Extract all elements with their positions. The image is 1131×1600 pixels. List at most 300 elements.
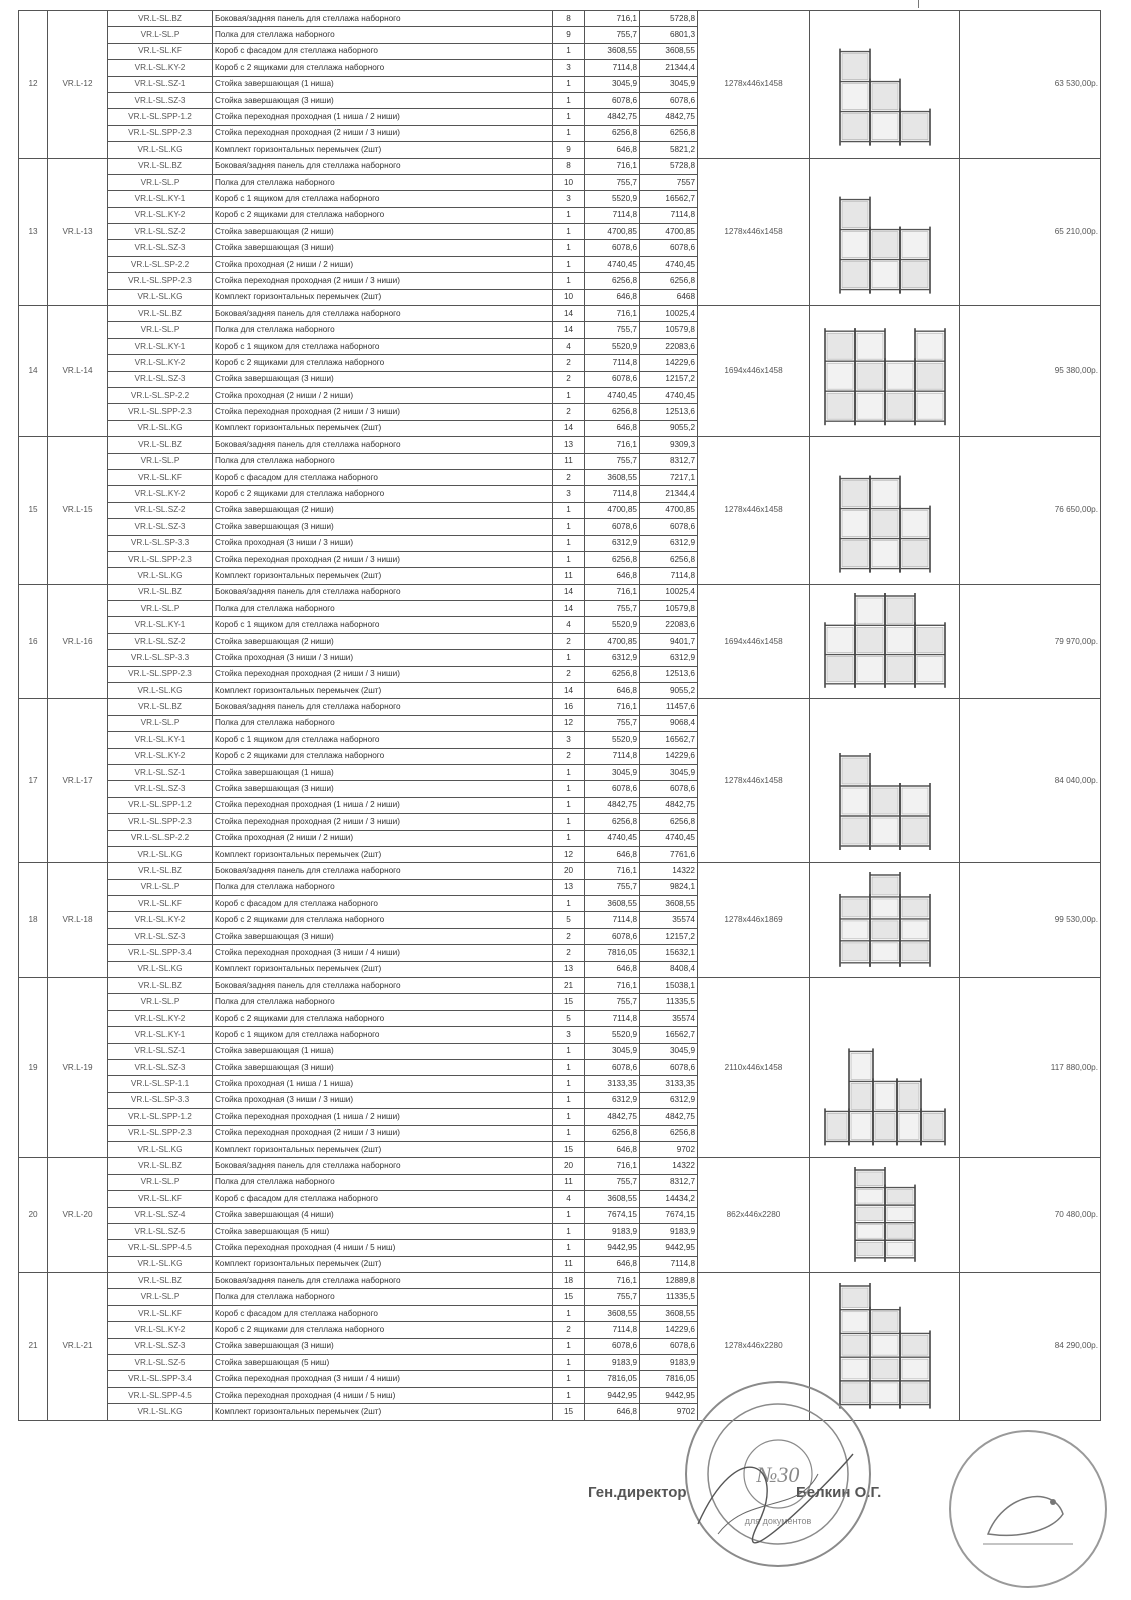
part-article: VR.L-SL.P bbox=[108, 1174, 213, 1190]
part-price: 4700,85 bbox=[585, 502, 640, 518]
part-article: VR.L-SL.KY-1 bbox=[108, 1027, 213, 1043]
part-qty: 1 bbox=[553, 387, 585, 403]
part-price: 3045,9 bbox=[585, 76, 640, 92]
shelf-illustration bbox=[810, 1158, 960, 1273]
part-sum: 14229,6 bbox=[640, 355, 698, 371]
shelf-illustration bbox=[810, 158, 960, 306]
part-name: Стойка переходная проходная (2 ниши / 3 ниши) bbox=[213, 1125, 553, 1141]
shelf-illustration bbox=[810, 437, 960, 585]
part-price: 716,1 bbox=[585, 584, 640, 600]
part-qty: 3 bbox=[553, 60, 585, 76]
part-sum: 7557 bbox=[640, 174, 698, 190]
part-article: VR.L-SL.KG bbox=[108, 1141, 213, 1157]
part-name: Стойка завершающая (1 ниша) bbox=[213, 764, 553, 780]
part-article: VR.L-SL.KF bbox=[108, 1305, 213, 1321]
part-article: VR.L-SL.SZ-1 bbox=[108, 764, 213, 780]
item-total-price: 95 380,00р. bbox=[960, 306, 1101, 437]
item-number: 19 bbox=[19, 978, 48, 1158]
part-name: Полка для стеллажа наборного bbox=[213, 27, 553, 43]
part-qty: 1 bbox=[553, 519, 585, 535]
part-name: Стойка переходная проходная (2 ниши / 3 ниши) bbox=[213, 273, 553, 289]
part-qty: 2 bbox=[553, 633, 585, 649]
part-price: 5520,9 bbox=[585, 338, 640, 354]
spec-table-body bbox=[19, 11, 1101, 1421]
part-name: Комплект горизонтальных перемычек (2шт) bbox=[213, 289, 553, 305]
part-name: Короб с фасадом для стеллажа наборного bbox=[213, 43, 553, 59]
item-total-price: 79 970,00р. bbox=[960, 584, 1101, 699]
part-name: Полка для стеллажа наборного bbox=[213, 1174, 553, 1190]
part-price: 755,7 bbox=[585, 453, 640, 469]
part-sum: 4740,45 bbox=[640, 830, 698, 846]
part-price: 6078,6 bbox=[585, 928, 640, 944]
shelf-drawing bbox=[815, 704, 955, 852]
part-qty: 15 bbox=[553, 1404, 585, 1420]
part-article: VR.L-SL.BZ bbox=[108, 11, 213, 27]
part-article: VR.L-SL.KG bbox=[108, 1256, 213, 1272]
part-qty: 2 bbox=[553, 355, 585, 371]
part-name: Короб с 2 ящиками для стеллажа наборного bbox=[213, 748, 553, 764]
part-article: VR.L-SL.SZ-1 bbox=[108, 76, 213, 92]
part-qty: 2 bbox=[553, 469, 585, 485]
part-name: Комплект горизонтальных перемычек (2шт) bbox=[213, 142, 553, 158]
part-sum: 9824,1 bbox=[640, 879, 698, 895]
item-code: VR.L-17 bbox=[48, 699, 108, 863]
part-article: VR.L-SL.SPP-4.5 bbox=[108, 1240, 213, 1256]
shelf-drawing bbox=[815, 867, 955, 969]
part-article: VR.L-SL.KY-1 bbox=[108, 732, 213, 748]
part-qty: 1 bbox=[553, 896, 585, 912]
part-name: Комплект горизонтальных перемычек (2шт) bbox=[213, 420, 553, 436]
part-article: VR.L-SL.SPP-1.2 bbox=[108, 797, 213, 813]
part-price: 5520,9 bbox=[585, 617, 640, 633]
part-article: VR.L-SL.SZ-5 bbox=[108, 1355, 213, 1371]
item-dimensions: 1694x446x1458 bbox=[698, 306, 810, 437]
part-name: Стойка переходная проходная (4 ниши / 5 ниш) bbox=[213, 1240, 553, 1256]
part-price: 646,8 bbox=[585, 142, 640, 158]
part-sum: 8312,7 bbox=[640, 453, 698, 469]
part-price: 646,8 bbox=[585, 568, 640, 584]
part-qty: 2 bbox=[553, 666, 585, 682]
part-price: 6256,8 bbox=[585, 551, 640, 567]
part-sum: 6078,6 bbox=[640, 240, 698, 256]
part-sum: 10579,8 bbox=[640, 601, 698, 617]
part-price: 7114,8 bbox=[585, 60, 640, 76]
item-number: 18 bbox=[19, 863, 48, 978]
part-name: Стойка проходная (2 ниши / 2 ниши) bbox=[213, 830, 553, 846]
item-dimensions: 1278x446x1458 bbox=[698, 158, 810, 306]
director-title: Ген.директор bbox=[588, 1484, 687, 1501]
part-name: Короб с 2 ящиками для стеллажа наборного bbox=[213, 912, 553, 928]
shelf-illustration bbox=[810, 863, 960, 978]
part-sum: 22083,6 bbox=[640, 338, 698, 354]
part-name: Боковая/задняя панель для стеллажа наборного bbox=[213, 11, 553, 27]
part-sum: 7114,8 bbox=[640, 568, 698, 584]
part-name: Стойка завершающая (1 ниша) bbox=[213, 76, 553, 92]
part-sum: 9702 bbox=[640, 1141, 698, 1157]
part-price: 646,8 bbox=[585, 420, 640, 436]
part-qty: 13 bbox=[553, 879, 585, 895]
part-qty: 1 bbox=[553, 256, 585, 272]
part-sum: 35574 bbox=[640, 1010, 698, 1026]
part-qty: 14 bbox=[553, 420, 585, 436]
part-qty: 1 bbox=[553, 1109, 585, 1125]
part-price: 6256,8 bbox=[585, 404, 640, 420]
item-total-price: 117 880,00р. bbox=[960, 978, 1101, 1158]
part-name: Короб с фасадом для стеллажа наборного bbox=[213, 469, 553, 485]
table-row bbox=[19, 1158, 1101, 1174]
table-row bbox=[19, 584, 1101, 600]
part-price: 716,1 bbox=[585, 699, 640, 715]
part-qty: 1 bbox=[553, 224, 585, 240]
part-sum: 6078,6 bbox=[640, 1338, 698, 1354]
part-name: Стойка переходная проходная (1 ниша / 2 ниши) bbox=[213, 109, 553, 125]
bird-seal bbox=[943, 1424, 1113, 1594]
part-article: VR.L-SL.SZ-1 bbox=[108, 1043, 213, 1059]
part-qty: 1 bbox=[553, 1076, 585, 1092]
part-article: VR.L-SL.KG bbox=[108, 683, 213, 699]
part-name: Полка для стеллажа наборного bbox=[213, 453, 553, 469]
part-name: Короб с 1 ящиком для стеллажа наборного bbox=[213, 732, 553, 748]
part-name: Полка для стеллажа наборного bbox=[213, 1289, 553, 1305]
shelf-drawing bbox=[815, 310, 955, 427]
part-price: 3133,35 bbox=[585, 1076, 640, 1092]
part-sum: 12889,8 bbox=[640, 1273, 698, 1289]
signature-block bbox=[588, 1444, 1128, 1594]
item-dimensions: 1694x446x1458 bbox=[698, 584, 810, 699]
shelf-drawing bbox=[815, 442, 955, 575]
part-sum: 4700,85 bbox=[640, 224, 698, 240]
part-name: Короб с 1 ящиком для стеллажа наборного bbox=[213, 1027, 553, 1043]
part-qty: 14 bbox=[553, 584, 585, 600]
part-price: 6256,8 bbox=[585, 273, 640, 289]
part-article: VR.L-SL.SPP-2.3 bbox=[108, 1125, 213, 1141]
part-sum: 21344,4 bbox=[640, 486, 698, 502]
table-row bbox=[19, 699, 1101, 715]
part-article: VR.L-SL.SPP-2.3 bbox=[108, 666, 213, 682]
part-qty: 2 bbox=[553, 404, 585, 420]
part-qty: 1 bbox=[553, 830, 585, 846]
part-name: Боковая/задняя панель для стеллажа наборного bbox=[213, 437, 553, 453]
part-sum: 16562,7 bbox=[640, 191, 698, 207]
part-price: 6078,6 bbox=[585, 781, 640, 797]
part-price: 716,1 bbox=[585, 1273, 640, 1289]
part-sum: 3133,35 bbox=[640, 1076, 698, 1092]
part-name: Стойка завершающая (3 ниши) bbox=[213, 1338, 553, 1354]
part-price: 7114,8 bbox=[585, 1010, 640, 1026]
part-article: VR.L-SL.KY-1 bbox=[108, 191, 213, 207]
part-price: 646,8 bbox=[585, 289, 640, 305]
shelf-illustration bbox=[810, 978, 960, 1158]
part-sum: 7114,8 bbox=[640, 207, 698, 223]
part-qty: 1 bbox=[553, 1387, 585, 1403]
part-article: VR.L-SL.KY-2 bbox=[108, 912, 213, 928]
table-row bbox=[19, 1273, 1101, 1289]
part-price: 755,7 bbox=[585, 1289, 640, 1305]
part-sum: 22083,6 bbox=[640, 617, 698, 633]
shelf-illustration bbox=[810, 584, 960, 699]
part-price: 9442,95 bbox=[585, 1387, 640, 1403]
part-qty: 11 bbox=[553, 1256, 585, 1272]
part-sum: 7217,1 bbox=[640, 469, 698, 485]
part-sum: 6078,6 bbox=[640, 1060, 698, 1076]
spec-sheet bbox=[18, 10, 1100, 1421]
part-name: Стойка переходная проходная (2 ниши / 3 ниши) bbox=[213, 666, 553, 682]
part-sum: 12157,2 bbox=[640, 371, 698, 387]
part-sum: 3608,55 bbox=[640, 1305, 698, 1321]
company-stamp bbox=[678, 1374, 878, 1574]
item-dimensions: 1278x446x2280 bbox=[698, 1273, 810, 1421]
part-price: 5520,9 bbox=[585, 1027, 640, 1043]
part-article: VR.L-SL.KY-2 bbox=[108, 748, 213, 764]
part-article: VR.L-SL.SP-3.3 bbox=[108, 650, 213, 666]
part-name: Стойка завершающая (3 ниши) bbox=[213, 781, 553, 797]
part-name: Боковая/задняя панель для стеллажа наборного bbox=[213, 699, 553, 715]
part-qty: 21 bbox=[553, 978, 585, 994]
part-name: Стойка завершающая (5 ниш) bbox=[213, 1355, 553, 1371]
part-name: Стойка завершающая (4 ниши) bbox=[213, 1207, 553, 1223]
part-price: 6256,8 bbox=[585, 814, 640, 830]
part-price: 7114,8 bbox=[585, 748, 640, 764]
part-price: 4842,75 bbox=[585, 797, 640, 813]
part-sum: 3045,9 bbox=[640, 76, 698, 92]
part-price: 3608,55 bbox=[585, 1191, 640, 1207]
part-article: VR.L-SL.SZ-3 bbox=[108, 371, 213, 387]
part-article: VR.L-SL.P bbox=[108, 601, 213, 617]
part-qty: 1 bbox=[553, 781, 585, 797]
part-qty: 1 bbox=[553, 1060, 585, 1076]
part-qty: 13 bbox=[553, 961, 585, 977]
part-price: 4700,85 bbox=[585, 633, 640, 649]
part-price: 4842,75 bbox=[585, 1109, 640, 1125]
part-sum: 35574 bbox=[640, 912, 698, 928]
item-code: VR.L-14 bbox=[48, 306, 108, 437]
part-name: Стойка завершающая (3 ниши) bbox=[213, 928, 553, 944]
part-name: Короб с фасадом для стеллажа наборного bbox=[213, 896, 553, 912]
part-name: Полка для стеллажа наборного bbox=[213, 601, 553, 617]
part-qty: 18 bbox=[553, 1273, 585, 1289]
part-sum: 4842,75 bbox=[640, 1109, 698, 1125]
item-total-price: 99 530,00р. bbox=[960, 863, 1101, 978]
part-price: 3608,55 bbox=[585, 1305, 640, 1321]
item-total-price: 84 290,00р. bbox=[960, 1273, 1101, 1421]
part-name: Боковая/задняя панель для стеллажа наборного bbox=[213, 978, 553, 994]
part-price: 716,1 bbox=[585, 437, 640, 453]
part-qty: 2 bbox=[553, 928, 585, 944]
part-price: 6256,8 bbox=[585, 125, 640, 141]
part-price: 755,7 bbox=[585, 601, 640, 617]
part-name: Стойка проходная (3 ниши / 3 ниши) bbox=[213, 535, 553, 551]
top-edge-mark bbox=[918, 0, 919, 8]
part-article: VR.L-SL.P bbox=[108, 453, 213, 469]
part-qty: 20 bbox=[553, 863, 585, 879]
part-article: VR.L-SL.KF bbox=[108, 1191, 213, 1207]
part-article: VR.L-SL.SPP-2.3 bbox=[108, 551, 213, 567]
part-article: VR.L-SL.BZ bbox=[108, 1273, 213, 1289]
table-row bbox=[19, 978, 1101, 994]
part-sum: 15038,1 bbox=[640, 978, 698, 994]
part-price: 3045,9 bbox=[585, 764, 640, 780]
part-qty: 9 bbox=[553, 27, 585, 43]
item-number: 14 bbox=[19, 306, 48, 437]
part-price: 7114,8 bbox=[585, 355, 640, 371]
part-name: Короб с 2 ящиками для стеллажа наборного bbox=[213, 486, 553, 502]
stamp-sub: для документов bbox=[744, 1516, 812, 1526]
part-article: VR.L-SL.KG bbox=[108, 846, 213, 862]
part-article: VR.L-SL.BZ bbox=[108, 306, 213, 322]
part-sum: 9183,9 bbox=[640, 1355, 698, 1371]
part-sum: 9442,95 bbox=[640, 1387, 698, 1403]
part-price: 646,8 bbox=[585, 1256, 640, 1272]
part-qty: 13 bbox=[553, 437, 585, 453]
item-dimensions: 1278x446x1869 bbox=[698, 863, 810, 978]
part-sum: 14322 bbox=[640, 1158, 698, 1174]
table-row bbox=[19, 158, 1101, 174]
item-number: 17 bbox=[19, 699, 48, 863]
part-article: VR.L-SL.SZ-2 bbox=[108, 502, 213, 518]
part-name: Боковая/задняя панель для стеллажа наборного bbox=[213, 1273, 553, 1289]
part-article: VR.L-SL.SZ-3 bbox=[108, 92, 213, 108]
part-qty: 11 bbox=[553, 1174, 585, 1190]
item-total-price: 70 480,00р. bbox=[960, 1158, 1101, 1273]
part-price: 716,1 bbox=[585, 978, 640, 994]
part-article: VR.L-SL.P bbox=[108, 994, 213, 1010]
part-sum: 14322 bbox=[640, 863, 698, 879]
part-price: 755,7 bbox=[585, 715, 640, 731]
part-article: VR.L-SL.SZ-3 bbox=[108, 928, 213, 944]
part-qty: 1 bbox=[553, 125, 585, 141]
part-price: 4740,45 bbox=[585, 830, 640, 846]
part-qty: 3 bbox=[553, 1027, 585, 1043]
part-qty: 20 bbox=[553, 1158, 585, 1174]
part-sum: 11335,5 bbox=[640, 994, 698, 1010]
part-price: 3608,55 bbox=[585, 469, 640, 485]
part-qty: 15 bbox=[553, 994, 585, 1010]
part-sum: 6078,6 bbox=[640, 781, 698, 797]
table-row bbox=[19, 863, 1101, 879]
part-price: 6078,6 bbox=[585, 92, 640, 108]
part-article: VR.L-SL.SPP-3.4 bbox=[108, 1371, 213, 1387]
part-article: VR.L-SL.KY-2 bbox=[108, 486, 213, 502]
part-price: 4740,45 bbox=[585, 387, 640, 403]
part-name: Комплект горизонтальных перемычек (2шт) bbox=[213, 961, 553, 977]
part-price: 5520,9 bbox=[585, 732, 640, 748]
part-price: 6078,6 bbox=[585, 1060, 640, 1076]
part-qty: 2 bbox=[553, 748, 585, 764]
part-price: 755,7 bbox=[585, 174, 640, 190]
part-article: VR.L-SL.SP-3.3 bbox=[108, 1092, 213, 1108]
part-qty: 14 bbox=[553, 683, 585, 699]
item-code: VR.L-18 bbox=[48, 863, 108, 978]
part-sum: 21344,4 bbox=[640, 60, 698, 76]
part-sum: 16562,7 bbox=[640, 732, 698, 748]
part-article: VR.L-SL.SPP-2.3 bbox=[108, 273, 213, 289]
part-price: 6312,9 bbox=[585, 535, 640, 551]
part-qty: 10 bbox=[553, 289, 585, 305]
part-name: Короб с 1 ящиком для стеллажа наборного bbox=[213, 191, 553, 207]
part-price: 716,1 bbox=[585, 1158, 640, 1174]
part-name: Короб с 1 ящиком для стеллажа наборного bbox=[213, 338, 553, 354]
part-price: 7114,8 bbox=[585, 207, 640, 223]
table-row bbox=[19, 11, 1101, 27]
part-sum: 10025,4 bbox=[640, 584, 698, 600]
part-name: Комплект горизонтальных перемычек (2шт) bbox=[213, 1404, 553, 1420]
part-qty: 15 bbox=[553, 1289, 585, 1305]
item-number: 12 bbox=[19, 11, 48, 159]
part-sum: 5728,8 bbox=[640, 11, 698, 27]
part-name: Комплект горизонтальных перемычек (2шт) bbox=[213, 846, 553, 862]
shelf-drawing bbox=[815, 1162, 955, 1264]
part-price: 755,7 bbox=[585, 27, 640, 43]
part-name: Боковая/задняя панель для стеллажа наборного bbox=[213, 1158, 553, 1174]
part-price: 3608,55 bbox=[585, 43, 640, 59]
shelf-illustration bbox=[810, 11, 960, 159]
part-article: VR.L-SL.SP-2.2 bbox=[108, 387, 213, 403]
part-price: 646,8 bbox=[585, 1404, 640, 1420]
part-qty: 1 bbox=[553, 273, 585, 289]
part-name: Полка для стеллажа наборного bbox=[213, 322, 553, 338]
part-qty: 1 bbox=[553, 43, 585, 59]
part-article: VR.L-SL.SZ-2 bbox=[108, 633, 213, 649]
part-price: 755,7 bbox=[585, 322, 640, 338]
part-sum: 9055,2 bbox=[640, 420, 698, 436]
part-price: 755,7 bbox=[585, 994, 640, 1010]
item-dimensions: 862x446x2280 bbox=[698, 1158, 810, 1273]
part-article: VR.L-SL.BZ bbox=[108, 699, 213, 715]
part-price: 7114,8 bbox=[585, 912, 640, 928]
item-code: VR.L-16 bbox=[48, 584, 108, 699]
shelf-drawing bbox=[815, 984, 955, 1147]
table-row bbox=[19, 437, 1101, 453]
item-code: VR.L-20 bbox=[48, 1158, 108, 1273]
part-qty: 1 bbox=[553, 1338, 585, 1354]
shelf-illustration bbox=[810, 306, 960, 437]
part-article: VR.L-SL.P bbox=[108, 27, 213, 43]
table-row bbox=[19, 306, 1101, 322]
part-qty: 15 bbox=[553, 1141, 585, 1157]
item-total-price: 76 650,00р. bbox=[960, 437, 1101, 585]
part-article: VR.L-SL.SZ-5 bbox=[108, 1223, 213, 1239]
part-name: Короб с 2 ящиками для стеллажа наборного bbox=[213, 1010, 553, 1026]
part-price: 716,1 bbox=[585, 11, 640, 27]
part-article: VR.L-SL.SZ-3 bbox=[108, 781, 213, 797]
part-name: Стойка завершающая (5 ниш) bbox=[213, 1223, 553, 1239]
part-name: Боковая/задняя панель для стеллажа наборного bbox=[213, 863, 553, 879]
part-qty: 1 bbox=[553, 764, 585, 780]
part-article: VR.L-SL.P bbox=[108, 174, 213, 190]
part-qty: 12 bbox=[553, 715, 585, 731]
part-qty: 1 bbox=[553, 76, 585, 92]
part-article: VR.L-SL.SPP-1.2 bbox=[108, 109, 213, 125]
part-article: VR.L-SL.SPP-3.4 bbox=[108, 945, 213, 961]
part-sum: 4740,45 bbox=[640, 256, 698, 272]
item-code: VR.L-13 bbox=[48, 158, 108, 306]
part-price: 6078,6 bbox=[585, 240, 640, 256]
part-sum: 7674,15 bbox=[640, 1207, 698, 1223]
part-article: VR.L-SL.SZ-2 bbox=[108, 224, 213, 240]
item-number: 13 bbox=[19, 158, 48, 306]
part-name: Короб с 2 ящиками для стеллажа наборного bbox=[213, 207, 553, 223]
part-qty: 4 bbox=[553, 617, 585, 633]
part-name: Стойка завершающая (3 ниши) bbox=[213, 240, 553, 256]
part-sum: 6312,9 bbox=[640, 535, 698, 551]
part-qty: 8 bbox=[553, 158, 585, 174]
part-sum: 6078,6 bbox=[640, 519, 698, 535]
part-sum: 9702 bbox=[640, 1404, 698, 1420]
part-price: 7674,15 bbox=[585, 1207, 640, 1223]
part-sum: 11457,6 bbox=[640, 699, 698, 715]
part-name: Короб с 2 ящиками для стеллажа наборного bbox=[213, 1322, 553, 1338]
part-name: Короб с 2 ящиками для стеллажа наборного bbox=[213, 355, 553, 371]
